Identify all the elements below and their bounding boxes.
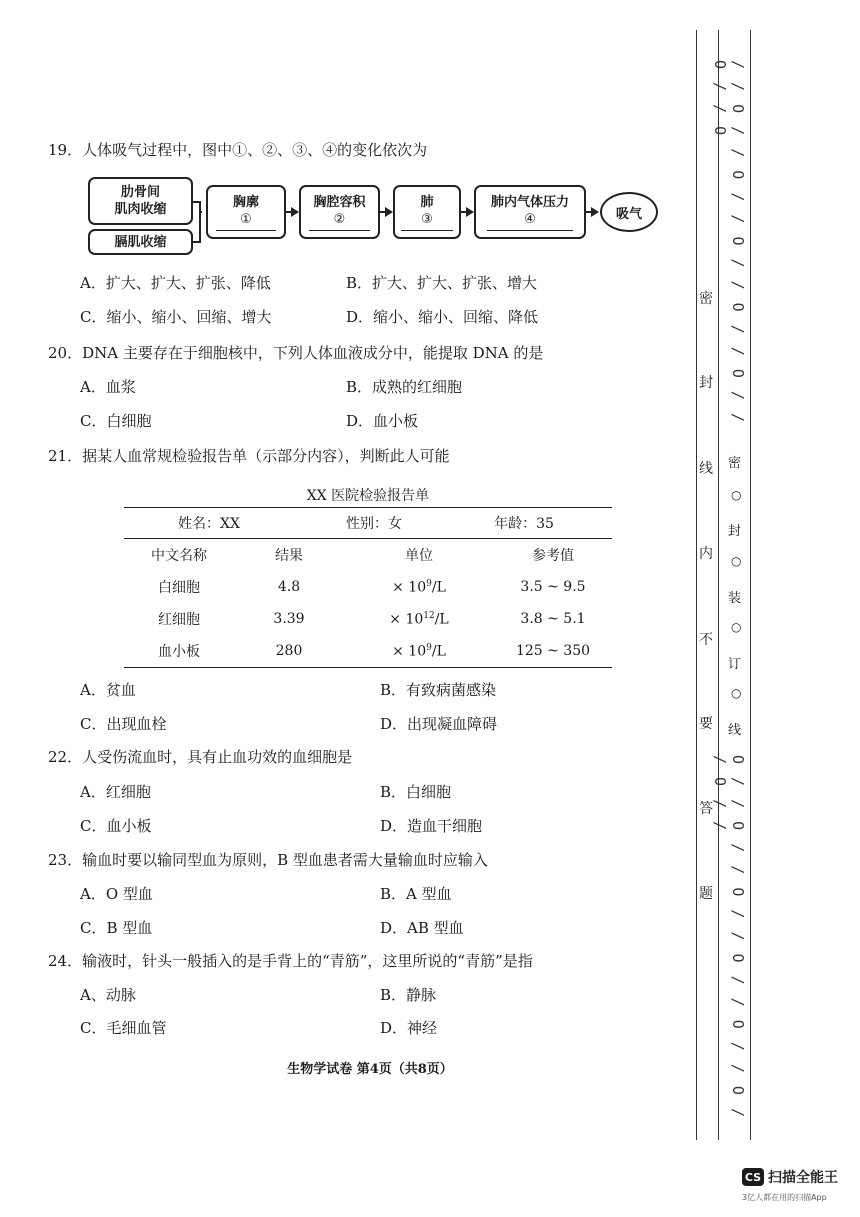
margin-label: 要 (699, 716, 713, 732)
q19-option-c: C．缩小、缩小、回缩、增大 (80, 308, 272, 326)
question-23-stem: 23．输血时要以输同型血为原则，B 型血患者需大量输血时应输入 (48, 851, 488, 869)
margin-label: 线 (699, 461, 713, 477)
unit-tail: /L (431, 643, 446, 660)
box-lung-label: 肺 (420, 194, 434, 210)
margin-label: 封 (699, 375, 713, 391)
binding-line-inner (750, 30, 751, 1140)
patient-sex: 性别：女 (346, 516, 402, 532)
binding-strip-top: / / O / / O / / O / / O / / O / / O / / O (711, 60, 747, 425)
box-lung-pressure (474, 185, 586, 239)
q24-option-b: B．静脉 (380, 986, 437, 1004)
box-rib-muscle-line1: 肋骨间 (120, 185, 160, 200)
q22-option-d: D．造血干细胞 (380, 817, 483, 835)
unit-base: × 10 (392, 579, 427, 596)
blank-3: ③ (421, 211, 433, 227)
box-diaphragm-label: 膈肌收缩 (114, 234, 167, 250)
row-unit (344, 643, 494, 660)
arrow-head (291, 207, 299, 217)
scanner-logo (742, 1167, 838, 1187)
blank-underline (401, 230, 452, 231)
box-chest-volume (299, 185, 380, 239)
header-reference: 参考值 (532, 548, 574, 564)
blank-2: ② (333, 211, 346, 227)
unit-base: × 10 (392, 643, 427, 660)
q22-option-b: B．白细胞 (380, 783, 452, 801)
binding-line-mid (718, 30, 719, 1140)
box-lung (393, 185, 461, 239)
q24-option-a: A、动脉 (80, 986, 136, 1004)
blank-1: ① (240, 211, 252, 227)
report-header-row (124, 539, 612, 571)
unit-tail: /L (434, 611, 449, 628)
connector-line (199, 201, 201, 243)
cs-badge-icon: CS (742, 1168, 764, 1186)
report-patient-info (124, 508, 612, 538)
inner-margin-circle: ○ (731, 686, 742, 700)
q24-option-c: C．毛细血管 (80, 1019, 167, 1037)
row-name: 血小板 (158, 644, 200, 660)
row-result: 280 (275, 643, 303, 659)
question-22-stem: 22．人受伤流血时，具有止血功效的血细胞是 (48, 748, 353, 766)
blank-4: ④ (524, 211, 536, 227)
inner-margin-circle: ○ (731, 554, 742, 568)
row-unit (344, 611, 494, 628)
unit-exponent: 9 (426, 642, 432, 653)
row-result: 4.8 (277, 579, 301, 595)
q21-option-d: D．出现凝血障碍 (380, 715, 498, 733)
scanner-app-name: 扫描全能王 (768, 1170, 838, 1186)
q24-option-d: D．神经 (380, 1019, 438, 1037)
arrow-head (385, 207, 393, 217)
box-thorax (206, 185, 286, 239)
row-name: 白细胞 (158, 580, 200, 596)
margin-label: 密 (699, 291, 713, 307)
q21-option-c: C．出现血栓 (80, 715, 167, 733)
patient-age: 年龄：35 (494, 516, 554, 532)
box-rib-muscle-line2: 肌肉收缩 (114, 202, 167, 217)
blank-underline (309, 230, 371, 231)
q19-option-d: D．缩小、缩小、回缩、降低 (346, 308, 539, 326)
question-24-stem: 24．输液时，针头一般插入的是手背上的“青筋”，这里所说的“青筋”是指 (48, 952, 533, 970)
row-reference: 3.5 ~ 9.5 (520, 579, 586, 595)
q23-option-c: C．B 型血 (80, 919, 153, 937)
binding-line-outer (696, 30, 697, 1140)
report-bottom-rule (124, 667, 612, 668)
margin-label: 内 (699, 546, 713, 562)
q21-option-a: A．贫血 (80, 681, 136, 699)
question-19-stem: 19．人体吸气过程中，图中①、②、③、④的变化依次为 (48, 141, 428, 159)
table-row (124, 635, 612, 667)
patient-name: 姓名：XX (178, 516, 240, 532)
box-thorax-label: 胸廓 (232, 194, 259, 210)
margin-label: 答 (699, 801, 713, 817)
q22-option-a: A．红细胞 (80, 783, 151, 801)
row-result: 3.39 (273, 611, 305, 627)
inner-margin-label: 订 (728, 657, 742, 672)
inner-margin-circle: ○ (731, 488, 742, 502)
row-unit (344, 579, 494, 596)
inner-margin-circle: ○ (731, 620, 742, 634)
row-name: 红细胞 (158, 612, 200, 628)
scanner-tagline: 3亿人都在用的扫描App (742, 1193, 827, 1202)
unit-base: × 10 (389, 611, 424, 628)
row-reference: 3.8 ~ 5.1 (520, 611, 586, 627)
unit-tail: /L (431, 579, 446, 596)
box-lung-pressure-label: 肺内气体压力 (490, 194, 569, 210)
q21-option-b: B．有致病菌感染 (380, 681, 497, 699)
inhale-oval (600, 192, 658, 232)
unit-exponent: 9 (426, 578, 432, 589)
inner-margin-label: 线 (728, 723, 742, 738)
inner-margin-label: 封 (728, 524, 742, 539)
inhale-label: 吸气 (615, 206, 642, 222)
q23-option-a: A．O 型血 (80, 885, 153, 903)
report-title: XX 医院检验报告单 (306, 488, 430, 504)
q19-option-b: B．扩大、扩大、扩张、增大 (346, 274, 538, 292)
inner-margin-label: 密 (728, 456, 742, 471)
q22-option-c: C．血小板 (80, 817, 152, 835)
table-row (124, 603, 612, 635)
question-20-stem: 20．DNA 主要存在于细胞核中，下列人体血液成分中，能提取 DNA 的是 (48, 344, 544, 362)
arrow-head (466, 207, 474, 217)
q23-option-d: D．AB 型血 (380, 919, 464, 937)
q20-option-c: C．白细胞 (80, 412, 152, 430)
q20-option-a: A．血浆 (80, 378, 136, 396)
connector-line (200, 211, 202, 213)
row-reference: 125 ~ 350 (515, 643, 591, 659)
q19-option-a: A．扩大、扩大、扩张、降低 (80, 274, 271, 292)
q20-option-b: B．成熟的红细胞 (346, 378, 463, 396)
header-unit: 单位 (405, 548, 433, 564)
q20-option-d: D．血小板 (346, 412, 419, 430)
arrow-head (591, 207, 599, 217)
table-row (124, 571, 612, 603)
unit-exponent: 12 (423, 610, 435, 621)
box-diaphragm (88, 229, 193, 255)
q23-option-b: B．A 型血 (380, 885, 452, 903)
box-chest-volume-label: 胸腔容积 (313, 194, 366, 210)
header-result: 结果 (275, 548, 303, 564)
inner-margin-label: 装 (728, 591, 742, 606)
binding-strip-bottom: O / / O / / O / / O / / O / / O / / O / / (711, 755, 747, 1120)
question-21-stem: 21．据某人血常规检验报告单（示部分内容），判断此人可能 (48, 447, 450, 465)
margin-label: 不 (699, 632, 713, 648)
blank-underline (216, 230, 277, 231)
margin-label: 题 (699, 886, 713, 902)
page-footer: 生物学试卷 第4页（共8页） (287, 1062, 453, 1077)
header-name: 中文名称 (151, 548, 207, 564)
blood-test-report (124, 485, 612, 668)
blank-underline (487, 230, 573, 231)
box-rib-muscle (88, 177, 193, 225)
